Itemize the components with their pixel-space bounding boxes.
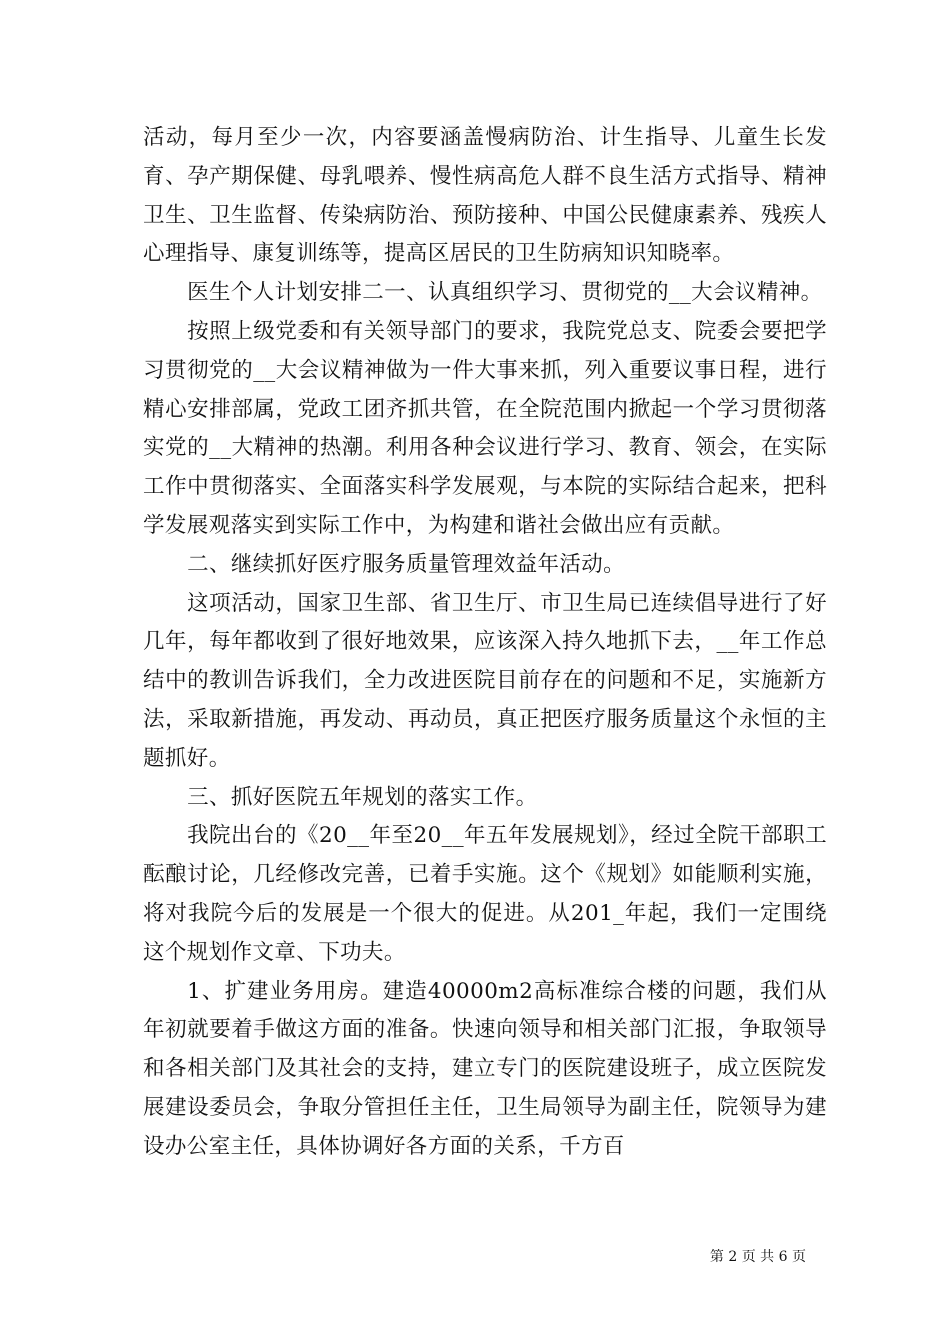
paragraph-3: 按照上级党委和有关领导部门的要求，我院党总支、院委会要把学习贯彻党的__大会议精神做为一件大事来抓，列入重要议事日程，进行精心安排部属，党政工团齐抓共管，在全院范围内掀起一个学习贯彻落实党的__大精神的热潮。利用各种会议进行学习、教育、领会，在实际工作中贯彻落实、全面落实科学发展观，与本院的实际结合起来，把科学发展观落实到实际工作中，为构建和谐社会做出应有贡献。: [143, 318, 827, 538]
paragraph-4-heading: 二、继续抓好医疗服务质量管理效益年活动。: [187, 551, 626, 577]
paragraph-1: 活动，每月至少一次，内容要涵盖慢病防治、计生指导、儿童生长发育、孕产期保健、母乳喂养、慢性病高危人群不良生活方式指导、精神卫生、卫生监督、传染病防治、预防接种、中国公民健康素养、残疾人心理指导、康复训练等，提高区居民的卫生防病知识知晓率。: [143, 125, 827, 267]
page-number-footer: 第 2 页 共 6 页: [709, 1249, 806, 1265]
paragraph-2: 医生个人计划安排二一、认真组织学习、贯彻党的__大会议精神。: [187, 280, 823, 306]
paragraph-6-heading: 三、抓好医院五年规划的落实工作。: [187, 784, 538, 810]
paragraph-8: 1、扩建业务用房。建造40000m2高标准综合楼的问题，我们从年初就要着手做这方面的准备。快速向领导和相关部门汇报，争取领导和各相关部门及其社会的支持，建立专门的医院建设班子，成立医院发展建设委员会，争取分管担任主任，卫生局领导为副主任，院领导为建设办公室主任，具体协调好各方面的关系，千方百: [143, 978, 827, 1159]
paragraph-7: 我院出台的《20__年至20__年五年发展规划》，经过全院干部职工酝酿讨论，几经修改完善，已着手实施。这个《规划》如能顺利实施，将对我院今后的发展是一个很大的促进。从201_年起，我们一定围绕这个规划作文章、下功夫。: [143, 823, 827, 965]
paragraph-5: 这项活动，国家卫生部、省卫生厅、市卫生局已连续倡导进行了好几年，每年都收到了很好地效果，应该深入持久地抓下去，__年工作总结中的教训告诉我们，全力改进医院目前存在的问题和不足，实施新方法，采取新措施，再发动、再动员，真正把医疗服务质量这个永恒的主题抓好。: [143, 590, 827, 771]
document-body: [143, 119, 827, 1167]
